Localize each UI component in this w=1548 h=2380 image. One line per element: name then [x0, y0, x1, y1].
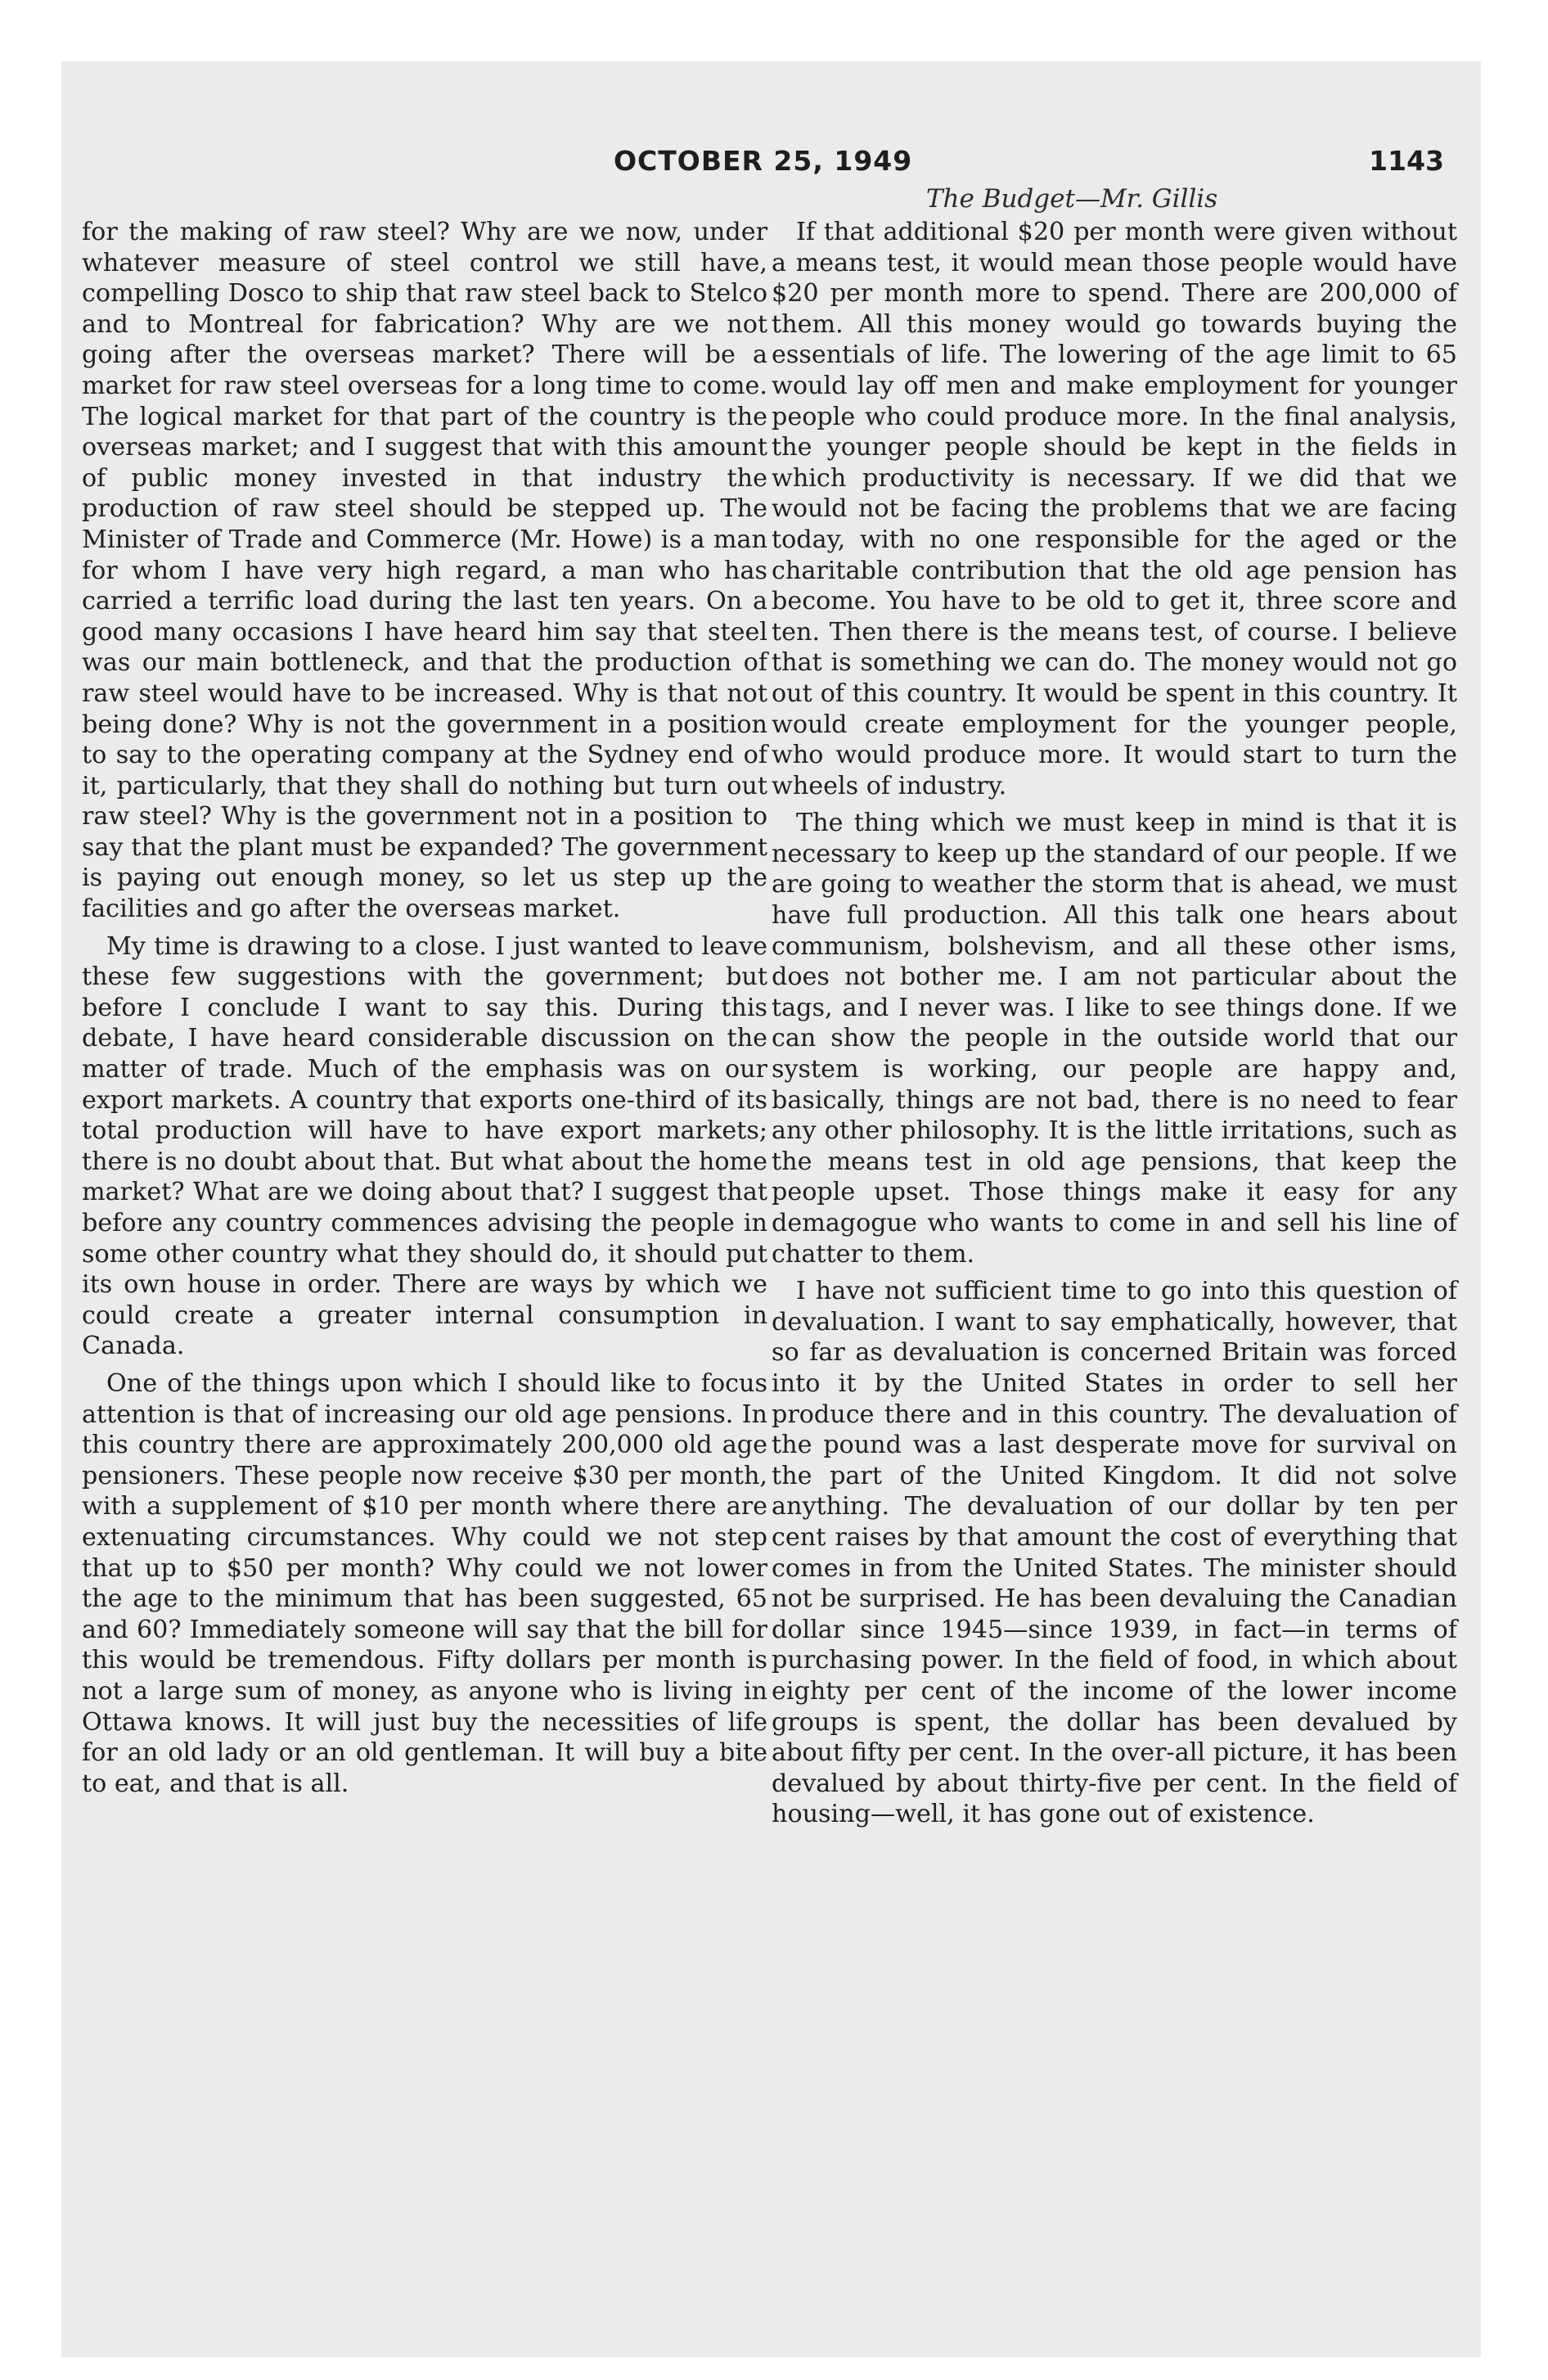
paragraph: for the making of raw steel? Why are we now, under whatever measure of steel control we still have, compelling Dosco to ship that raw steel back to Stelco and to Montreal for fabrication? Why are we not going after the overseas market? There will be a market for raw steel overseas for a long time to come. The logical market for that part of the country is the overseas market; and I suggest that with this amount of public money invested in that industry the production of raw steel should be stepped up. The Minister of Trade and Commerce (Mr. Howe) is a man for whom I have very high regard, a man who has carried a terrific load during the last ten years. On a good many occasions I have heard him say that steel was our main bottleneck, and that the production of raw steel would have to be increased. Why is that not being done? Why is not the government in a position to say to the operating company at the Sydney end of it, particularly, that they shall do nothing but turn out raw steel? Why is the government not in a position to say that the plant must be expanded? The government is paying out enough money, so let us step up the facilities and go after the overseas market.	[82, 218, 767, 924]
paragraph: If that additional $20 per month were given without a means test, it would mean those people would have $20 per month more to spend. There are 200,000 of them. All this money would go towards buying the essentials of life. The lowering of the age limit to 65 would lay off men and make employment for younger people who could produce more. In the final analysis, the younger people should be kept in the fields in which productivity is necessary. If we did that we would not be facing the problems that we are facing today, with no one responsible for the aged or the charitable contribution that the old age pension has become. You have to be old to get it, three score and ten. Then there is the means test, of course. I believe that is something we can do. The money would not go out of this country. It would be spent in this country. It would create employment for the younger people, who would produce more. It would start to turn the wheels of industry.	[772, 218, 1457, 800]
left-column	[82, 217, 767, 1799]
page-number: 1143	[1369, 145, 1444, 177]
paragraph: I have not sufficient time to go into this question of devaluation. I want to say emphatically, however, that so far as devaluation is concerned Britain was forced into it by the United States in order to sell her produce there and in this country. The devaluation of the pound was a last desperate move for survival on the part of the United Kingdom. It did not solve anything. The devaluation of our dollar by ten per cent raises by that amount the cost of everything that comes in from the United States. The minister should not be surprised. He has been devaluing the Canadian dollar since 1945—since 1939, in fact—in terms of purchasing power. In the field of food, in which about eighty per cent of the income of the lower income groups is spent, the dollar has been devalued by about fifty per cent. In the over-all picture, it has been devalued by about thirty-five per cent. In the field of housing—well, it has gone out of existence.	[772, 1277, 1457, 1829]
page-header	[61, 61, 1481, 241]
paragraph: One of the things upon which I should like to focus attention is that of increasing our old age pensions. In this country there are approximately 200,000 old age pensioners. These people now receive $30 per month, with a supplement of $10 per month where there are extenuating circumstances. Why could we not step that up to $50 per month? Why could we not lower the age to the minimum that has been suggested, 65 and 60? Immediately someone will say that the bill for this would be tremendous. Fifty dollars per month is not a large sum of money, as anyone who is living in Ottawa knows. It will just buy the necessities of life for an old lady or an old gentleman. It will buy a bite to eat, and that is all.	[82, 1368, 767, 1798]
paragraph: My time is drawing to a close. I just wanted to leave these few suggestions with the government; but before I conclude I want to say this. During this debate, I have heard considerable discussion on the matter of trade. Much of the emphasis was on our export markets. A country that exports one-third of its total production will have to have export markets; there is no doubt about that. But what about the home market? What are we doing about that? I suggest that before any country commences advising the people in some other country what they should do, it should put its own house in order. There are ways by which we could create a greater internal consumption in Canada.	[82, 931, 767, 1361]
paragraph: The thing which we must keep in mind is that it is necessary to keep up the standard of our people. If we are going to weather the storm that is ahead, we must have full production. All this talk one hears about communism, bolshevism, and all these other isms, does not bother me. I am not particular about the tags, and I never was. I like to see things done. If we can show the people in the outside world that our system is working, our people are happy and, basically, things are not bad, there is no need to fear any other philosophy. It is the little irritations, such as the means test in old age pensions, that keep the people upset. Those things make it easy for any demagogue who wants to come in and sell his line of chatter to them.	[772, 809, 1457, 1269]
scanned-page	[61, 61, 1481, 2357]
right-column	[772, 217, 1457, 1830]
running-head: The Budget—Mr. Gillis	[925, 184, 1218, 214]
page-date: OCTOBER 25, 1949	[614, 145, 913, 177]
